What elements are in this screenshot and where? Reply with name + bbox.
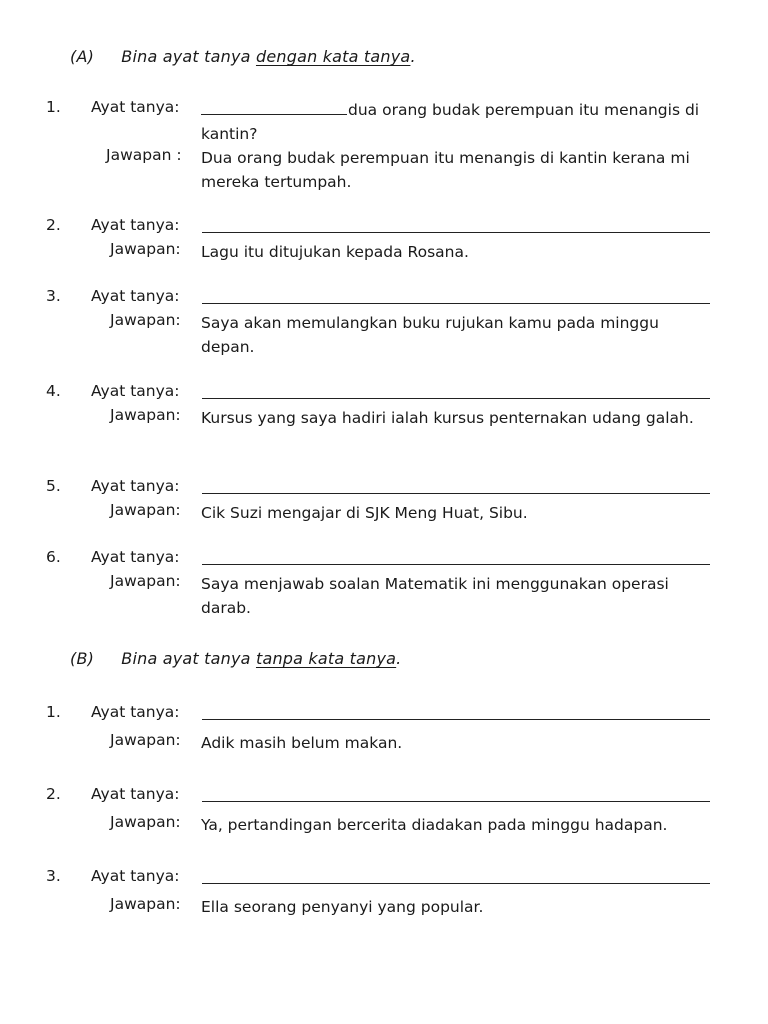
section-b-title-suffix: . — [396, 649, 402, 668]
question-label: Ayat tanya: — [91, 382, 180, 400]
section-b-heading — [70, 649, 401, 668]
answer-label: Jawapan: — [110, 895, 181, 913]
question-label: Ayat tanya: — [91, 477, 180, 495]
answer-blank[interactable] — [201, 100, 347, 115]
question-label: Ayat tanya: — [91, 216, 180, 234]
section-a-label: (A) — [70, 47, 95, 66]
answer-label: Jawapan: — [110, 501, 181, 519]
section-b-label: (B) — [70, 649, 95, 668]
section-a-title-prefix: Bina ayat tanya — [121, 47, 256, 66]
section-a-title-underlined: dengan kata tanya — [255, 47, 411, 66]
answer-line[interactable] — [202, 232, 710, 233]
item-number: 2. — [46, 785, 61, 803]
answer-text: Dua orang budak perempuan itu menangis di kantin kerana mi mereka tertumpah. — [201, 149, 690, 191]
section-b-title-underlined: tanpa kata tanya — [255, 649, 397, 668]
answer-text: Lagu itu ditujukan kepada Rosana. — [201, 243, 469, 261]
question-text — [201, 98, 701, 146]
section-b-title-prefix: Bina ayat tanya — [121, 649, 256, 668]
section-a-title-suffix: . — [410, 47, 416, 66]
item-number: 3. — [46, 867, 61, 885]
answer-line[interactable] — [202, 801, 710, 802]
answer-label: Jawapan: — [110, 813, 181, 831]
answer-label: Jawapan : — [106, 146, 182, 164]
answer-label: Jawapan: — [110, 240, 181, 258]
item-number: 2. — [46, 216, 61, 234]
question-label: Ayat tanya: — [91, 785, 180, 803]
item-number: 1. — [46, 98, 61, 116]
answer-line[interactable] — [202, 493, 710, 494]
answer-line[interactable] — [202, 883, 710, 884]
answer-text: Cik Suzi mengajar di SJK Meng Huat, Sibu. — [201, 504, 528, 522]
answer-line[interactable] — [202, 303, 710, 304]
answer-label: Jawapan: — [110, 311, 181, 329]
item-number: 5. — [46, 477, 61, 495]
answer-text: Kursus yang saya hadiri ialah kursus penternakan udang galah. — [201, 409, 694, 427]
question-label: Ayat tanya: — [91, 703, 180, 721]
answer-text: Ella seorang penyanyi yang popular. — [201, 898, 484, 916]
answer-text: Ya, pertandingan bercerita diadakan pada minggu hadapan. — [201, 816, 668, 834]
item-number: 6. — [46, 548, 61, 566]
question-label: Ayat tanya: — [91, 98, 180, 116]
question-text-content: dua orang budak perempuan itu menangis di kantin? — [201, 101, 700, 143]
question-label: Ayat tanya: — [91, 287, 180, 305]
section-a-heading — [70, 47, 416, 66]
question-label: Ayat tanya: — [91, 548, 180, 566]
item-number: 1. — [46, 703, 61, 721]
answer-label: Jawapan: — [110, 731, 181, 749]
answer-line[interactable] — [202, 564, 710, 565]
answer-line[interactable] — [202, 719, 710, 720]
item-number: 3. — [46, 287, 61, 305]
answer-text: Saya menjawab soalan Matematik ini menggunakan operasi darab. — [201, 575, 669, 617]
answer-line[interactable] — [202, 398, 710, 399]
answer-text: Saya akan memulangkan buku rujukan kamu pada minggu depan. — [201, 314, 659, 356]
question-label: Ayat tanya: — [91, 867, 180, 885]
answer-text: Adik masih belum makan. — [201, 734, 403, 752]
answer-label: Jawapan: — [110, 572, 181, 590]
item-number: 4. — [46, 382, 61, 400]
answer-label: Jawapan: — [110, 406, 181, 424]
